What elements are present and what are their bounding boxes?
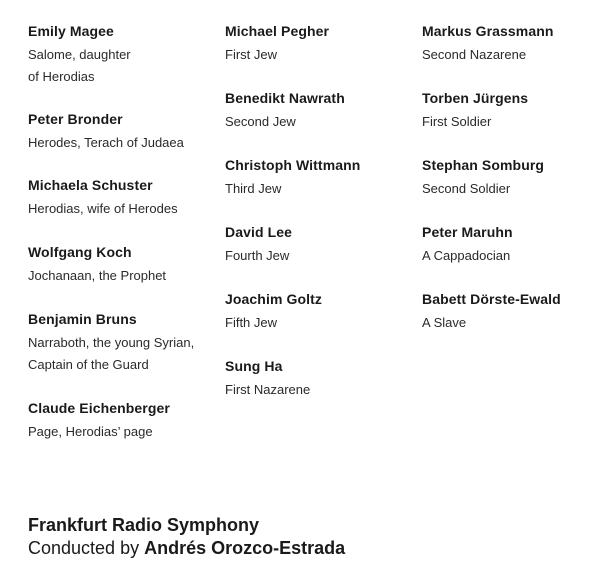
credits-footer bbox=[28, 514, 588, 560]
cast-entry bbox=[28, 399, 218, 443]
role-description bbox=[225, 44, 415, 66]
orchestra-name: Frankfurt Radio Symphony bbox=[28, 515, 260, 535]
role-description bbox=[225, 111, 415, 133]
role-description bbox=[28, 44, 218, 88]
cast-entry bbox=[225, 357, 415, 401]
role-description bbox=[225, 379, 415, 401]
cast-entry bbox=[225, 290, 415, 334]
role-line: Herodes, Terach of Judaea bbox=[28, 135, 184, 150]
role-description bbox=[225, 312, 415, 334]
performer-name: Wolfgang Koch bbox=[28, 244, 132, 260]
performer-name: Babett Dörste-Ewald bbox=[422, 291, 561, 307]
conductor-name: Andrés Orozco-Estrada bbox=[144, 538, 346, 558]
role-line: Second Soldier bbox=[422, 181, 511, 196]
role-line: Second Nazarene bbox=[422, 47, 527, 62]
role-description bbox=[28, 421, 218, 443]
role-line: Narraboth, the young Syrian, bbox=[28, 335, 195, 350]
role-line: First Soldier bbox=[422, 114, 492, 129]
performer-name: David Lee bbox=[225, 224, 293, 240]
performer-name: Emily Magee bbox=[28, 23, 114, 39]
performer-name: Torben Jürgens bbox=[422, 90, 529, 106]
role-line: Third Jew bbox=[225, 181, 282, 196]
performer-name: Michaela Schuster bbox=[28, 177, 153, 193]
role-description bbox=[422, 178, 592, 200]
performer-name: Christoph Wittmann bbox=[225, 157, 361, 173]
cast-column-1 bbox=[28, 22, 218, 443]
performer-name: Claude Eichenberger bbox=[28, 400, 170, 416]
cast-entry bbox=[28, 243, 218, 287]
performer-name: Stephan Somburg bbox=[422, 157, 545, 173]
cast-entry bbox=[28, 310, 218, 376]
role-description bbox=[422, 44, 592, 66]
cast-entry bbox=[28, 176, 218, 220]
cast-entry bbox=[422, 223, 592, 267]
role-description bbox=[28, 265, 218, 287]
performer-name: Michael Pegher bbox=[225, 23, 330, 39]
role-description bbox=[28, 332, 218, 376]
role-line: Herodias, wife of Herodes bbox=[28, 201, 178, 216]
performer-name: Markus Grassmann bbox=[422, 23, 554, 39]
role-line: Captain of the Guard bbox=[28, 357, 149, 372]
role-line: Fourth Jew bbox=[225, 248, 290, 263]
performer-name: Sung Ha bbox=[225, 358, 283, 374]
role-line: Page, Herodias’ page bbox=[28, 424, 153, 439]
performer-name: Joachim Goltz bbox=[225, 291, 322, 307]
role-line: First Jew bbox=[225, 47, 277, 62]
cast-entry bbox=[422, 156, 592, 200]
role-line: A Slave bbox=[422, 315, 467, 330]
cast-entry bbox=[225, 223, 415, 267]
role-line: A Cappadocian bbox=[422, 248, 511, 263]
role-description bbox=[28, 198, 218, 220]
role-line: Fifth Jew bbox=[225, 315, 278, 330]
role-description bbox=[225, 178, 415, 200]
cast-column-3 bbox=[422, 22, 592, 334]
cast-entry bbox=[422, 22, 592, 66]
cast-entry bbox=[225, 22, 415, 66]
role-description bbox=[28, 132, 218, 154]
conducted-by-label: Conducted by bbox=[28, 538, 140, 558]
cast-entry bbox=[225, 156, 415, 200]
performer-name: Peter Maruhn bbox=[422, 224, 513, 240]
performer-name: Peter Bronder bbox=[28, 111, 123, 127]
cast-entry bbox=[422, 89, 592, 133]
performer-name: Benedikt Nawrath bbox=[225, 90, 345, 106]
role-line: of Herodias bbox=[28, 69, 95, 84]
conductor-line bbox=[28, 536, 588, 560]
performer-name: Benjamin Bruns bbox=[28, 311, 137, 327]
role-line: Second Jew bbox=[225, 114, 296, 129]
role-line: Salome, daughter bbox=[28, 47, 131, 62]
role-description bbox=[422, 312, 592, 334]
cast-entry bbox=[28, 22, 218, 88]
role-description bbox=[225, 245, 415, 267]
role-description bbox=[422, 245, 592, 267]
cast-entry bbox=[422, 290, 592, 334]
cast-entry bbox=[225, 89, 415, 133]
role-description bbox=[422, 111, 592, 133]
role-line: Jochanaan, the Prophet bbox=[28, 268, 167, 283]
cast-column-2 bbox=[225, 22, 415, 401]
role-line: First Nazarene bbox=[225, 382, 311, 397]
cast-entry bbox=[28, 110, 218, 154]
